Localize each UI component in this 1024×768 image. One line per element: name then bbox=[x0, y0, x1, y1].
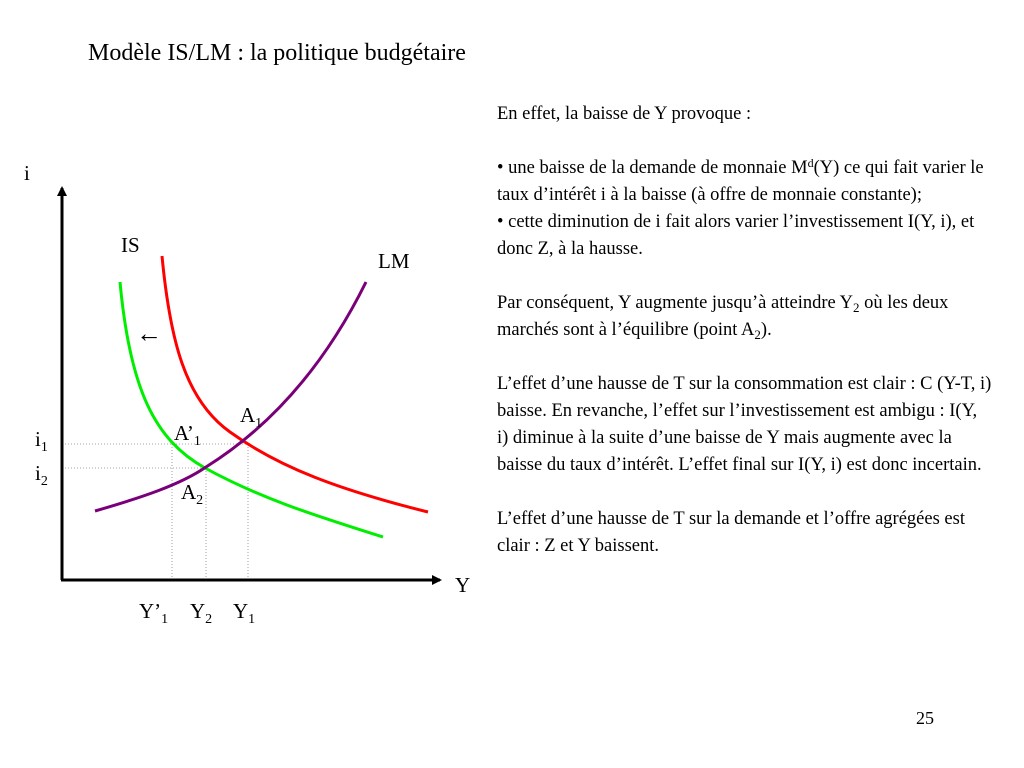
paragraph-consumption: L’effet d’une hausse de T sur la consommation est clair : C (Y-T, i) baisse. En revanche, l’effet sur l’investissement est ambigu : I(Y, i) diminue à la suite d’une baisse de Y mais augmente avec la baisse du taux d’intérêt. L’effet final sur I(Y, i) est donc incertain. bbox=[497, 374, 992, 475]
x-tick-y2: $Y_2$ bbox=[190, 599, 213, 627]
guide-lines bbox=[62, 444, 248, 578]
paragraph-aggregate: L’effet d’une hausse de T sur la demande et l’offre agrégées est clair : Z et Y baissent. bbox=[497, 509, 965, 556]
point-a2-label: $A_2$ bbox=[181, 480, 204, 508]
point-a1-prime-label: $A’_1$ bbox=[174, 421, 201, 449]
x-tick-y1-prime: $Y’_1$ bbox=[139, 599, 169, 627]
y-tick-i2: $i_2$ bbox=[35, 461, 48, 489]
intro-text: En effet, la baisse de Y provoque : bbox=[497, 104, 752, 124]
y-tick-i1: $i_1$ bbox=[35, 427, 48, 455]
bullet-money-demand: • une baisse de la demande de monnaie $M^d(Y)$ ce qui fait varier le taux d’intérêt i à la baisse (à offre de monnaie constante); bbox=[497, 156, 984, 205]
point-a1-label: $A_1$ bbox=[240, 403, 263, 431]
bullet-investment: • cette diminution de i fait alors varier l’investissement I(Y, i), et donc Z, à la hausse. bbox=[497, 212, 975, 259]
slide-title: Modèle IS/LM : la politique budgétaire bbox=[88, 40, 466, 66]
is-curve bbox=[162, 256, 428, 512]
shift-arrow-icon: ← bbox=[136, 319, 162, 348]
is-curve-label: IS bbox=[121, 233, 140, 257]
lm-curve-label: LM bbox=[378, 249, 410, 273]
x-axis-label: Y bbox=[455, 573, 471, 597]
y-axis-label: i bbox=[24, 161, 30, 185]
lm-curve bbox=[95, 282, 366, 511]
x-tick-y1: $Y_1$ bbox=[233, 599, 256, 627]
page-number: 25 bbox=[916, 708, 934, 728]
paragraph-equilibrium: Par conséquent, Y augmente jusqu’à atteindre $Y_2$ où les deux marchés sont à l’équilibre (point $A_2$). bbox=[497, 293, 949, 342]
explanation-text bbox=[497, 101, 992, 560]
